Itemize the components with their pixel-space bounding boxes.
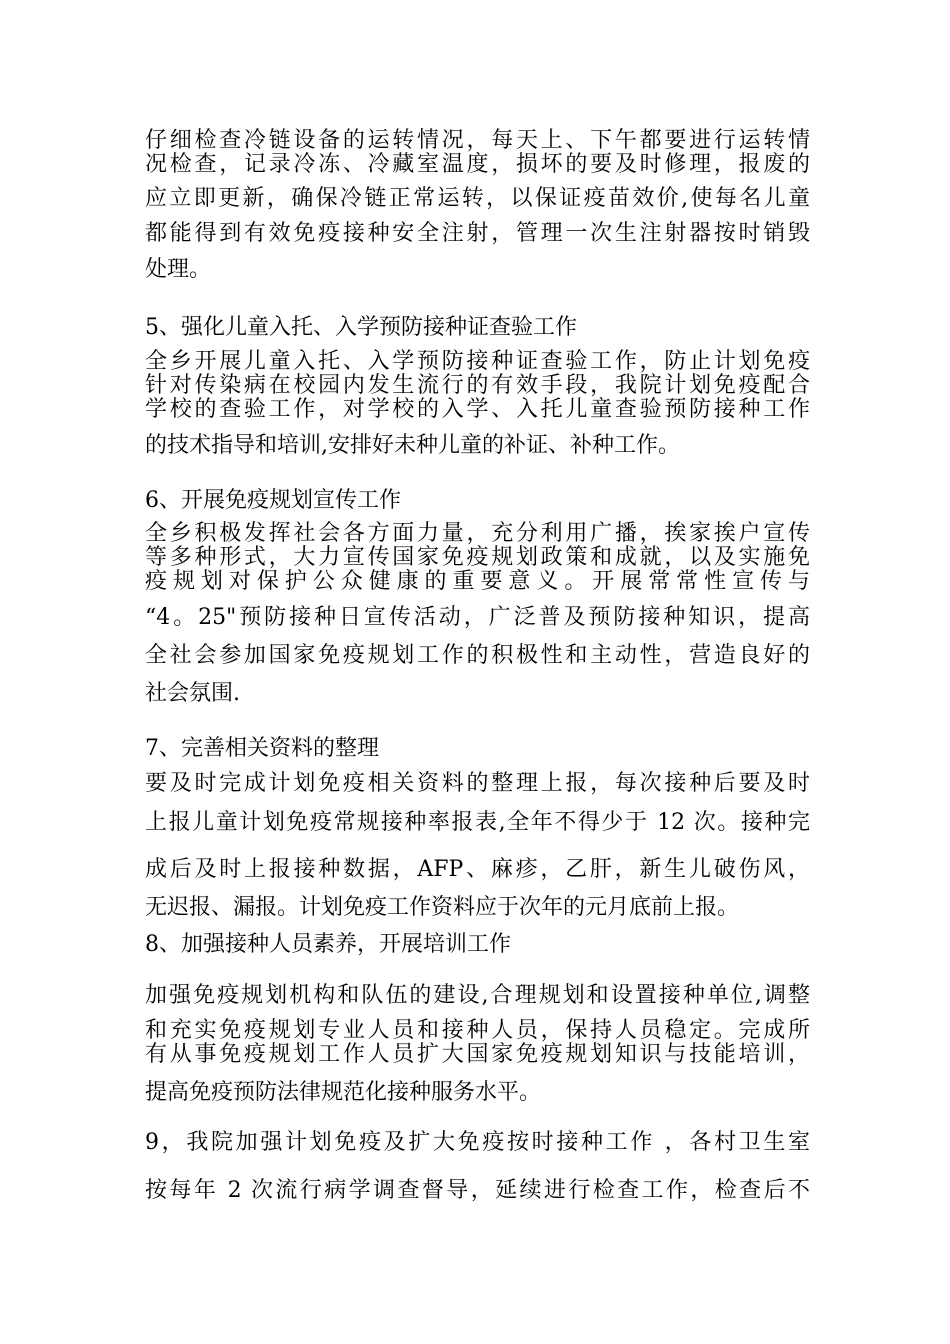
paragraph-line: 针对传染病在校园内发生流行的有效手段，我院计划免疫配合 [145, 373, 810, 398]
paragraph-line: 全乡积极发挥社会各方面力量，充分利用广播，挨家挨户宣传 [145, 521, 810, 546]
paragraph-line: 的技术指导和培训,安排好未种儿童的补证、补种工作。 [145, 433, 680, 458]
paragraph-line: 和充实免疫规划专业人员和接种人员，保持人员稳定。完成所 [145, 1018, 810, 1043]
paragraph-line: 仔细检查冷链设备的运转情况，每天上、下午都要进行运转情 [145, 128, 810, 153]
paragraph-line: “4。25"预防接种日宣传活动，广泛普及预防接种知识，提高 [145, 605, 810, 630]
paragraph-line: 等多种形式，大力宣传国家免疫规划政策和成就，以及实施免 [145, 545, 810, 570]
section-heading-6: 6、开展免疫规划宣传工作 [145, 488, 401, 513]
paragraph-line: 都能得到有效免疫接种安全注射，管理一次生注射器按时销毁 [145, 221, 810, 246]
paragraph-line: 要及时完成计划免疫相关资料的整理上报，每次接种后要及时 [145, 771, 810, 796]
section-heading-9: 9，我院加强计划免疫及扩大免疫按时接种工作 ，各村卫生室 [145, 1130, 810, 1155]
paragraph-line: 学校的查验工作，对学校的入学、入托儿童查验预防接种工作 [145, 397, 810, 422]
paragraph-line: 全社会参加国家免疫规划工作的积极性和主动性，营造良好的 [145, 643, 810, 668]
paragraph-line: 处理。 [145, 257, 212, 282]
paragraph-line: 成后及时上报接种数据，AFP、麻疹，乙肝，新生儿破伤风， [145, 857, 810, 882]
paragraph-line: 全乡开展儿童入托、入学预防接种证查验工作，防止计划免疫 [145, 349, 810, 374]
section-heading-5: 5、强化儿童入托、入学预防接种证查验工作 [145, 315, 577, 340]
paragraph-line: 应立即更新，确保冷链正常运转，以保证疫苗效价,使每名儿童 [145, 186, 810, 211]
paragraph-line: 社会氛围. [145, 681, 240, 706]
paragraph-line: 提高免疫预防法律规范化接种服务水平。 [145, 1080, 542, 1105]
paragraph-line: 上报儿童计划免疫常规接种率报表,全年不得少于 12 次。接种完 [145, 810, 810, 835]
paragraph-line: 加强免疫规划机构和队伍的建设,合理规划和设置接种单位,调整 [145, 983, 810, 1008]
paragraph-line: 无迟报、漏报。计划免疫工作资料应于次年的元月底前上报。 [145, 895, 740, 920]
paragraph-line: 疫规划对保护公众健康的重要意义。开展常常性宣传与 [145, 569, 810, 594]
paragraph-line: 按每年 2 次流行病学调查督导，延续进行检查工作，检查后不 [145, 1178, 810, 1203]
paragraph-line: 有从事免疫规划工作人员扩大国家免疫规划知识与技能培训， [145, 1042, 810, 1067]
section-heading-7: 7、完善相关资料的整理 [145, 736, 379, 761]
paragraph-line: 况检查，记录冷冻、冷藏室温度，损坏的要及时修理，报废的 [145, 152, 810, 177]
section-heading-8: 8、加强接种人员素养，开展培训工作 [145, 932, 511, 957]
